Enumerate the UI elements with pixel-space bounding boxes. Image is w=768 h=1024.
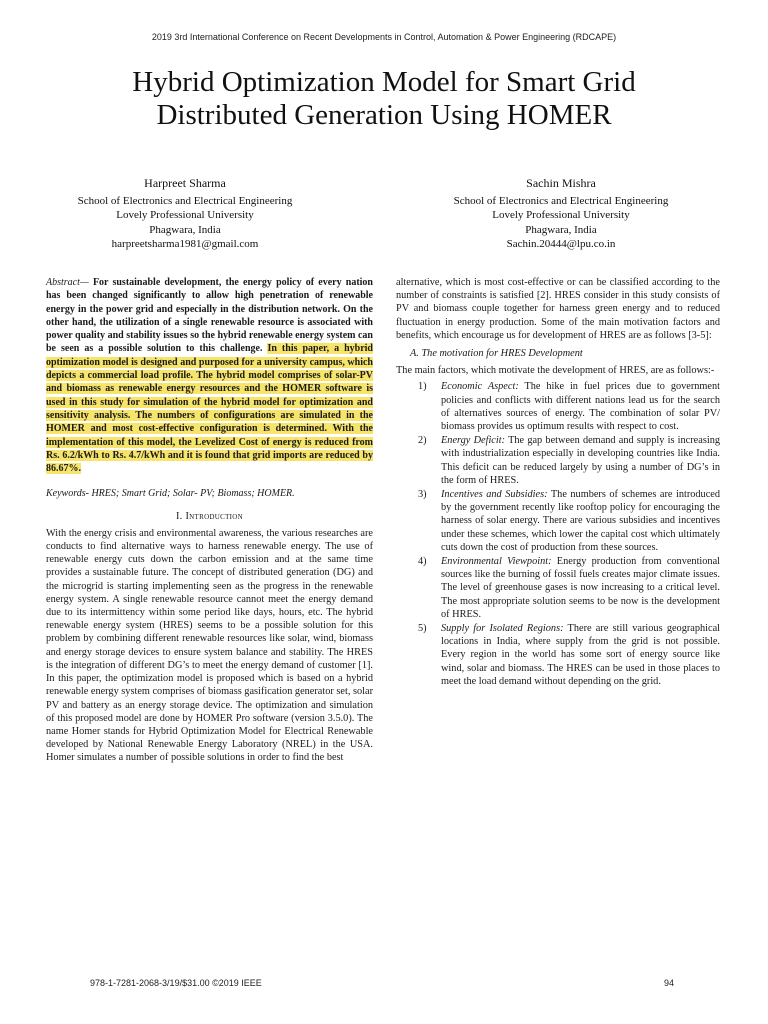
section-heading — [46, 510, 373, 523]
keywords: Keywords- HRES; Smart Grid; Solar- PV; Biomass; HOMER. — [46, 488, 295, 500]
footer-copyright: 978-1-7281-2068-3/19/$31.00 ©2019 IEEE — [90, 978, 262, 988]
author-block-2 — [416, 176, 706, 252]
author-university: Lovely Professional University — [492, 209, 630, 221]
list-item — [396, 622, 720, 688]
paper-title — [60, 66, 708, 132]
author-name: Sachin Mishra — [526, 176, 596, 190]
item-number: 2) — [418, 435, 427, 447]
abstract — [46, 276, 373, 475]
conference-header: 2019 3rd International Conference on Recent Developments in Control, Automation & Power Engineering (RDCAPE) — [151, 32, 617, 42]
author-name: Harpreet Sharma — [144, 176, 226, 190]
author-block-1 — [40, 176, 330, 252]
factors-list — [396, 380, 720, 688]
subsection-heading: A. The motivation for HRES Development — [410, 348, 583, 360]
author-dept: School of Electronics and Electrical Engineering — [453, 194, 669, 207]
abstract-highlighted-text: In this paper, a hybrid optimization model is designed and purposed for a university campus, which depicts a commercial load profile. The hybrid model comprises of solar-PV and biomass as renewable energy resources and the HOMER software is used in this study for simulation of the hybrid model for optimization and sensitivity analysis. The numbers of configurations are simulated in the HOMER and most cost-effective configuration is determined. With the implementation of this model, the Levelized Cost of energy is reduced from Rs. 6.2/kWh to Rs. 4.7/kWh and it is found that grid imports are reduced by 86.67%. — [46, 343, 373, 475]
introduction-paragraph: With the energy crisis and environmental awareness, the various researches are conducts to find alternative ways to harness renewable energy. The use of renewable energy cuts down the carbon emission and at the same time provides a sustainable future. The concept of distributed generation (DG) and the microgrid is starting implementing seen as the progress in the renewable energy system. A single renewable resource cannot meet the energy demand due to its intermittency within some period like days, hours, etc. The hybrid renewable energy system (HRES) seems to be a possible solution for this problem by combining different renewable resources like solar, wind, biomass and energy storage devices to ensure system balance and stability. The HRES is the integration of different DG’s to meet the energy demand of customer [1]. In this paper, the optimization model is proposed which is based on a hybrid renewable energy system comprises of biomass gasification generator set, solar PV and battery as an energy storage device. The optimization and simulation of this proposed model are done by HOMER Pro software (version 3.5.0). The name Homer stands for Hybrid Optimization Model for Electrical Renewable developed by National Renewable Energy Laboratory (NREL) in the USA. Homer simulates a number of possible solutions in order to find the best — [46, 527, 373, 764]
item-title: Energy Deficit: — [441, 435, 506, 447]
author-city: Phagwara, India — [149, 223, 221, 236]
item-text: Energy production from conventional sources like the burning of fossil fuels creates major climate issues. The level of greenhouse gases is now increasing to a critical level. The most appropriate solution seems to be now is the development of HRES. — [441, 556, 721, 620]
item-title: Environmental Viewpoint: — [441, 556, 552, 568]
title-line-1: Hybrid Optimization Model for Smart Grid — [132, 66, 636, 98]
item-text: There are still various geographical locations in India, where supply from the grid is not possible. Every region in the world has some sort of energy source like wind, solar and biomass. The HRES can be used in those places to meet the load demand without depending on the grid. — [441, 623, 720, 687]
list-item — [396, 488, 720, 554]
list-item — [396, 555, 720, 621]
item-title: Incentives and Subsidies: — [441, 489, 548, 501]
item-title: Supply for Isolated Regions: — [441, 623, 564, 635]
item-title: Economic Aspect: — [441, 381, 519, 393]
author-city: Phagwara, India — [525, 223, 597, 236]
title-line-2: Distributed Generation Using HOMER — [156, 99, 612, 131]
item-text: The hike in fuel prices due to government policies and conflicts with different nations lead us for the search of alternatives sources of energy. The combination of solar PV/ biomass provides us optimum results with respect to cost. — [441, 381, 721, 433]
list-item — [396, 380, 720, 433]
section-number: I. — [175, 510, 183, 522]
abstract-lead: Abstract— — [46, 277, 89, 288]
author-university: Lovely Professional University — [116, 209, 254, 221]
item-text: The gap between demand and supply is increasing with industrialization especially in developing countries like India. This deficit can be reduced largely by using a number of DG’s in the form of HRES. — [441, 435, 720, 486]
item-number: 1) — [418, 381, 427, 393]
item-number: 3) — [418, 489, 427, 501]
author-email[interactable]: harpreetsharma1981@gmail.com — [111, 238, 259, 250]
factors-intro: The main factors, which motivate the development of HRES, are as follows:- — [396, 365, 715, 377]
author-email[interactable]: Sachin.20444@lpu.co.in — [506, 238, 616, 250]
item-text: The numbers of schemes are introduced by the government recently like rooftop policy for encouraging the harness of solar energy. There are various subsidies and incentives under these schemes, which lower the capital cost which ultimately cuts down the cost of production from these sources. — [441, 489, 720, 553]
continued-paragraph: alternative, which is most cost-effective or can be classified according to the number of constraints is satisfied [2]. HRES consider in this study consists of PV and biomass couple together for harness green energy and to reduced fluctuation in energy production. Some of the main motivation factors and benefits, which encourage us for development of HRES are as follows [3-5]: — [396, 277, 720, 341]
page-number: 94 — [664, 978, 675, 988]
left-column — [46, 276, 373, 765]
right-column — [396, 276, 720, 689]
section-title: Introduction — [185, 510, 244, 522]
author-dept: School of Electronics and Electrical Engineering — [77, 194, 293, 207]
item-number: 5) — [418, 623, 427, 635]
abstract-text: For sustainable development, the energy policy of every nation has been changed significantly to allow high penetration of renewable energy in the power grid and especially in the distribution network. On the other hand, the utilization of a single renewable resource is associated with power quality and stability issues so the hybrid renewable energy system can be seen as a possible solution to this challenge. — [46, 277, 373, 355]
list-item — [396, 434, 720, 487]
item-number: 4) — [418, 556, 427, 568]
